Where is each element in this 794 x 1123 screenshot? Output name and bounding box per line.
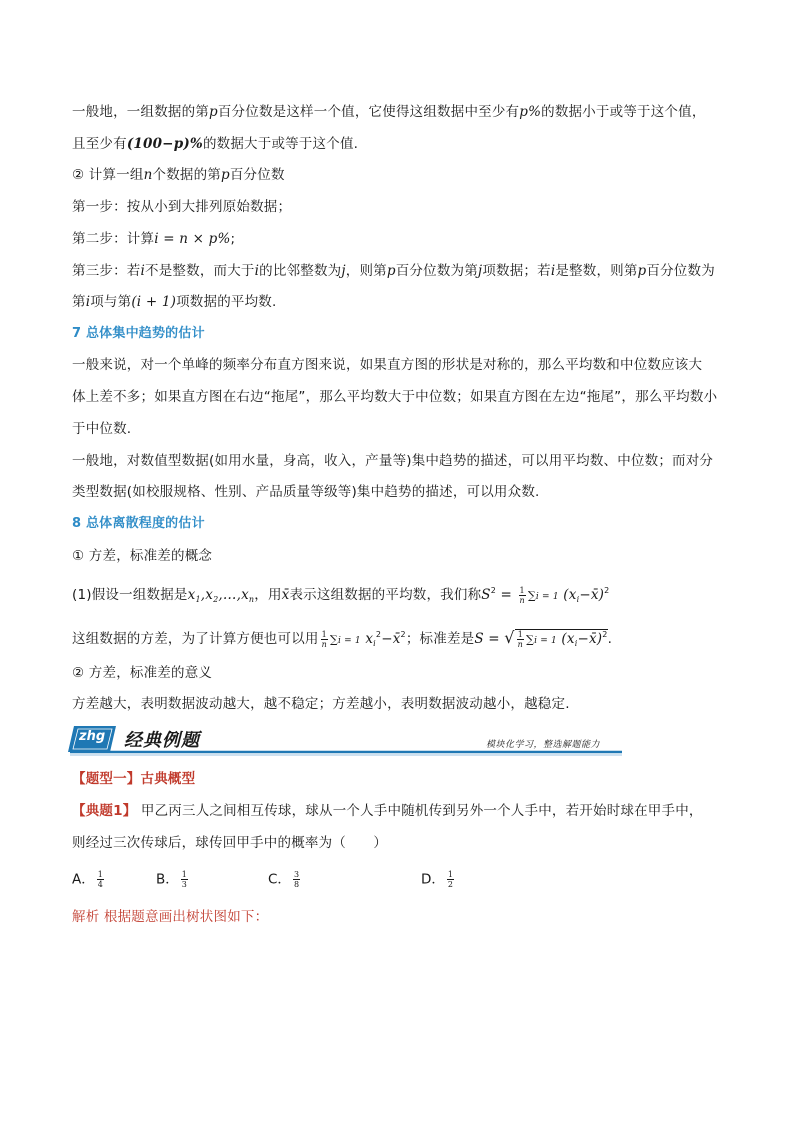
section-7-para1-line2: 体上差不多；如果直方图在右边“拖尾”，那么平均数大于中位数；如果直方图在左边“拖尾”，那么平均数小 — [72, 389, 718, 405]
variance-concept-title: ① 方差，标准差的概念 — [72, 548, 213, 564]
variance-definition-line2: 这组数据的方差，为了计算方便也可以用 $\frac{1}{n}$ ∑i = 1 $x_i^2-x̄^2$；标准差是S = √ $\frac{1}{n}$ ∑i = 1 $(x_i-x̄)^2$. — [72, 628, 613, 649]
classic-examples-banner — [68, 722, 624, 756]
variance-meaning-text: 方差越大，表明数据波动越大，越不稳定；方差越小，表明数据波动越小，越稳定. — [72, 696, 570, 712]
data-sequence: $x_1,x_2,\dots,x_n$ — [187, 587, 255, 604]
section-7-para1-line3: 于中位数. — [72, 421, 132, 437]
option-c: C． $\frac{3}{8}$ — [268, 870, 300, 889]
option-a: A． $\frac{1}{4}$ — [72, 870, 103, 889]
step-2: 第二步：计算i = n × p%; — [72, 231, 236, 247]
step-1: 第一步：按从小到大排列原始数据； — [72, 199, 292, 215]
banner-title: 经典例题 — [124, 730, 200, 751]
banner-slogan: 模块化学习，整选解题能力 — [486, 740, 601, 750]
variance-meaning-title: ② 方差，标准差的意义 — [72, 665, 213, 681]
analysis-label: 解析 — [72, 909, 100, 925]
percentile-definition-line2: 且至少有(100−p)%的数据大于或等于这个值. — [72, 136, 359, 152]
step-3-line2: 第i项与第(i + 1)项数据的平均数. — [72, 294, 277, 310]
problem-text-line1: 【典题1】 甲乙丙三人之间相互传球，球从一个人手中随机传到另外一个人手中，若开始时球在甲手中， — [72, 803, 703, 819]
option-b: B． $\frac{1}{3}$ — [156, 870, 187, 889]
problem-text-line2: 则经过三次传球后，球传回甲手中的概率为（ ） — [72, 835, 388, 851]
analysis-line: 解析 根据题意画出树状图如下： — [72, 909, 269, 925]
option-d: D． $\frac{1}{2}$ — [421, 870, 453, 889]
problem-tag: 【典题1】 — [72, 803, 137, 819]
step-3-line1: 第三步：若i不是整数，而大于i的比邻整数为j，则第p百分位数为第j项数据；若i是整数，则第p百分位数为 — [72, 263, 715, 279]
section-7-para2-line1: 一般地，对数值型数据(如用水量，身高，收入，产量等)集中趋势的描述，可以用平均数、中位数；而对分 — [72, 453, 714, 469]
section-7-para1-line1: 一般来说，对一个单峰的频率分布直方图来说，如果直方图的形状是对称的，那么平均数和中位数应该大 — [72, 357, 703, 373]
percentile-definition-line1: 一般地，一组数据的第p百分位数是这样一个值，它使得这组数据中至少有p%的数据小于或等于这个值， — [72, 104, 706, 120]
variance-definition-line1: (1)假设一组数据是$x_1,x_2,\dots,x_n$，用x̄表示这组数据的平均数，我们称$S^2$ = $\frac{1}{n}$ ∑i = 1 $(x_i-x̄)^2$ — [72, 585, 610, 605]
percentile-calc-title: ② 计算一组n个数据的第p百分位数 — [72, 167, 285, 183]
banner-logo: zhg — [79, 729, 106, 744]
section-8-heading: 8 总体离散程度的估计 — [72, 516, 205, 531]
problem-type-label: 【题型一】古典概型 — [72, 771, 196, 787]
section-7-para2-line2: 类型数据(如校服规格、性别、产品质量等级等)集中趋势的描述，可以用众数. — [72, 484, 540, 500]
section-7-heading: 7 总体集中趋势的估计 — [72, 326, 205, 341]
